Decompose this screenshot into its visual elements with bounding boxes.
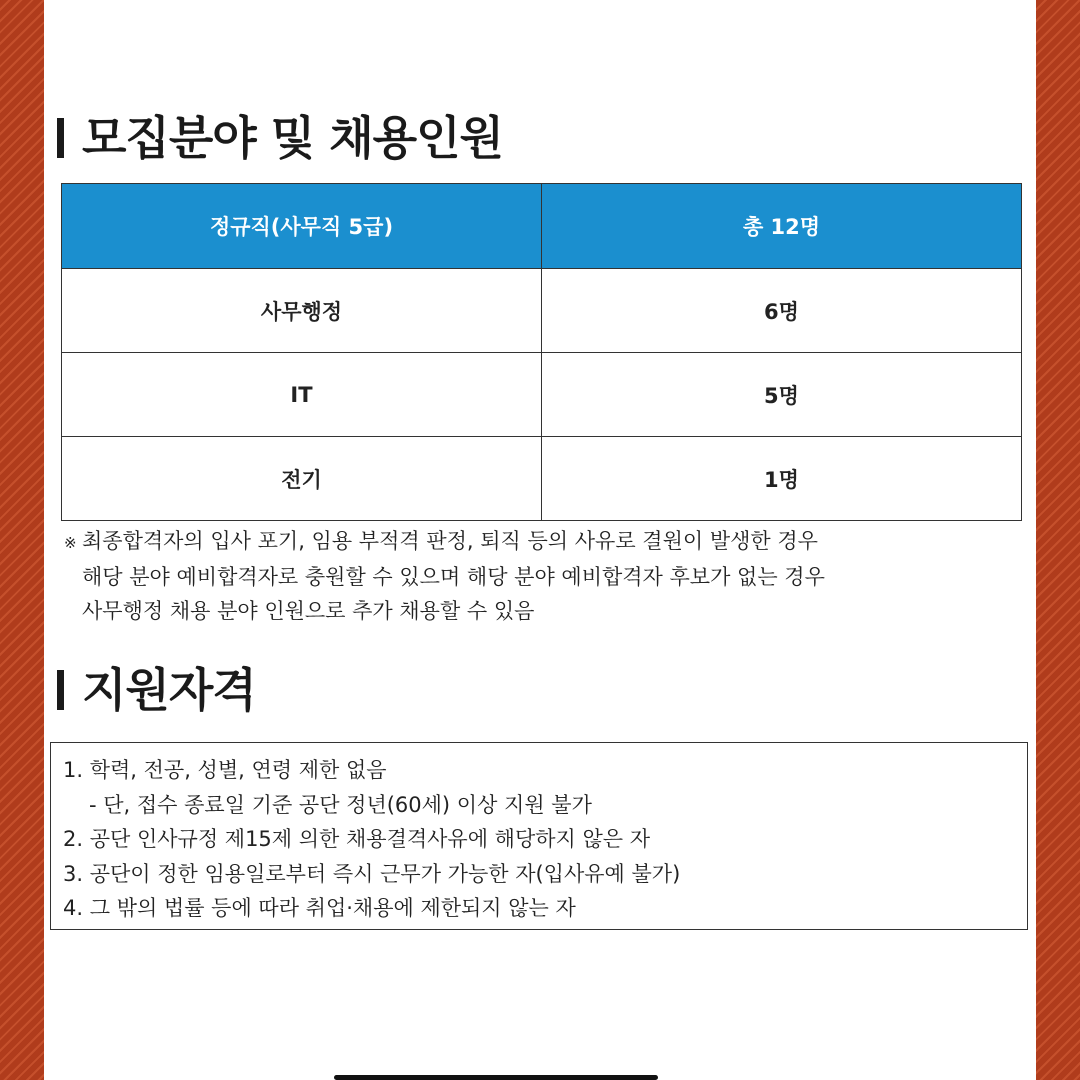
qualification-item: 3. 공단이 정한 임용일로부터 즉시 근무가 가능한 자(입사유예 불가) <box>63 861 681 886</box>
note-line: 해당 분야 예비합격자로 충원할 수 있으며 해당 분야 예비합격자 후보가 없는 경우 <box>82 565 825 589</box>
table-row <box>62 269 1022 353</box>
table-cell-count: 1명 <box>542 437 1022 521</box>
table-header-category: 정규직(사무직 5급) <box>62 184 542 269</box>
document-page <box>44 0 1036 1080</box>
qualification-item: 1. 학력, 전공, 성별, 연령 제한 없음 <box>63 758 387 782</box>
table-cell-field: IT <box>62 353 542 437</box>
qualification-subitem: - 단, 접수 종료일 기준 공단 정년(60세) 이상 지원 불가 <box>89 792 592 817</box>
left-border-pattern <box>0 0 44 1080</box>
table-cell-field: 전기 <box>62 437 542 521</box>
table-cell-count: 5명 <box>542 353 1022 437</box>
note-line: 사무행정 채용 분야 인원으로 추가 채용할 수 있음 <box>82 599 535 623</box>
title-accent-bar <box>57 118 64 158</box>
section-title-text: 지원자격 <box>82 663 256 717</box>
note-line: ※ 최종합격자의 입사 포기, 임용 부적격 판정, 퇴직 등의 사유로 결원이 발생한 경우 <box>64 524 994 560</box>
right-border-pattern <box>1036 0 1080 1080</box>
qualification-item: 2. 공단 인사규정 제15제 의한 채용결격사유에 해당하지 않은 자 <box>63 827 651 851</box>
section-title-text: 모집분야 및 채용인원 <box>82 111 503 165</box>
home-indicator-bar[interactable] <box>334 1075 658 1080</box>
qualification-item: 4. 그 밖의 법률 등에 따라 취업·채용에 제한되지 않는 자 <box>63 896 576 920</box>
title-accent-bar <box>57 670 64 710</box>
recruitment-note <box>64 524 994 628</box>
table-row <box>62 353 1022 437</box>
table-cell-count: 6명 <box>542 269 1022 353</box>
section-title-recruitment <box>57 110 503 166</box>
reference-mark-icon: ※ <box>64 534 77 552</box>
recruitment-table <box>61 183 1022 521</box>
section-title-qualifications <box>57 662 256 718</box>
table-header-row <box>62 184 1022 269</box>
qualifications-box <box>50 742 1028 930</box>
table-cell-field: 사무행정 <box>62 269 542 353</box>
table-header-total: 총 12명 <box>542 184 1022 269</box>
table-row <box>62 437 1022 521</box>
